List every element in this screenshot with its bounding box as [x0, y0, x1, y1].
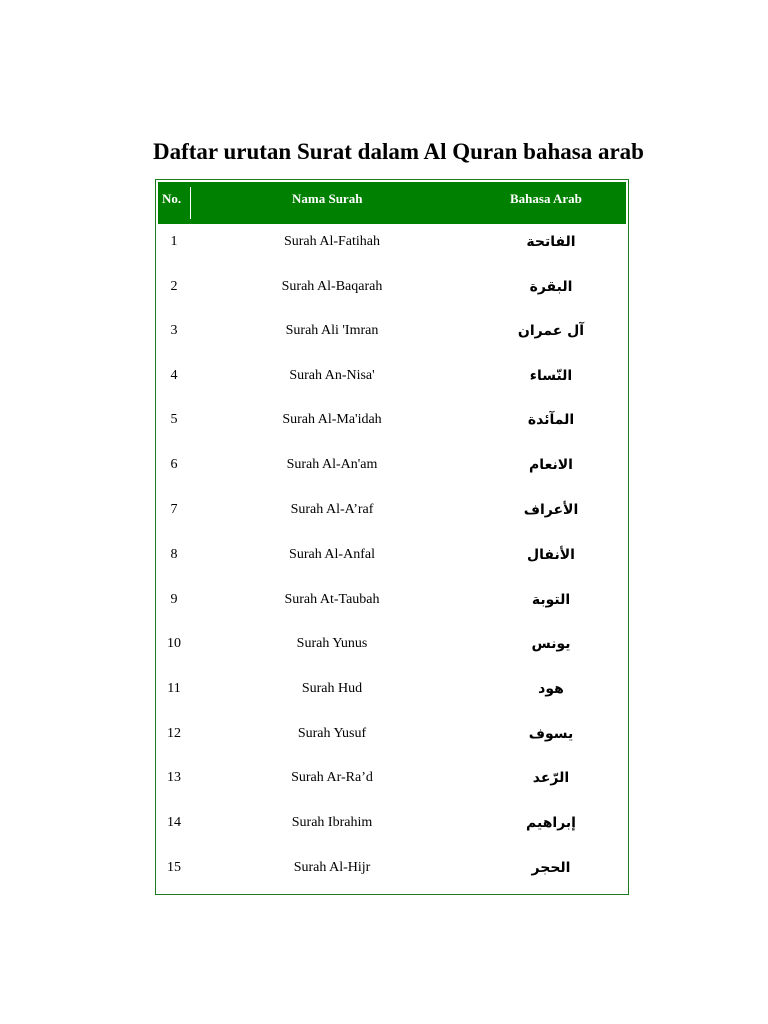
row-nama-surah: Surah Al-Ma'idah [282, 412, 382, 427]
table-row [156, 495, 630, 539]
table-header [158, 182, 626, 224]
row-nama-surah: Surah Ali 'Imran [285, 323, 379, 338]
table-row [156, 674, 630, 718]
row-number: 11 [167, 681, 181, 696]
row-bahasa-arab: التوبة [531, 592, 571, 608]
row-nama-surah: Surah Ar-Ra’d [291, 770, 373, 785]
row-bahasa-arab: الأعراف [523, 502, 579, 518]
row-nama-surah: Surah Al-Anfal [289, 547, 375, 562]
row-bahasa-arab: هود [538, 681, 564, 697]
row-number: 8 [170, 547, 178, 562]
surah-table [155, 179, 629, 895]
table-row [156, 585, 630, 629]
row-nama-surah: Surah At-Taubah [284, 592, 380, 607]
header-divider [190, 187, 191, 219]
row-number: 3 [170, 323, 178, 338]
table-row [156, 272, 630, 316]
table-row [156, 853, 630, 897]
row-nama-surah: Surah Al-Hijr [293, 860, 371, 875]
header-bahasa-arab: Bahasa Arab [510, 191, 582, 206]
header-nama-surah: Nama Surah [292, 191, 363, 206]
row-number: 9 [170, 592, 178, 607]
page-title: Daftar urutan Surat dalam Al Quran bahasa arab [153, 139, 644, 164]
row-number: 5 [170, 412, 178, 427]
table-row [156, 316, 630, 360]
row-bahasa-arab: إبراهيم [526, 815, 576, 831]
row-bahasa-arab: المآئدة [527, 412, 575, 428]
row-bahasa-arab: النّساء [529, 368, 573, 384]
row-number: 15 [167, 860, 181, 875]
row-number: 6 [170, 457, 178, 472]
row-bahasa-arab: الانعام [529, 457, 573, 473]
row-bahasa-arab: الرّعد [532, 770, 570, 786]
row-nama-surah: Surah Yunus [296, 636, 368, 651]
table-row [156, 540, 630, 584]
header-no: No. [162, 191, 182, 206]
table-row [156, 227, 630, 271]
row-number: 12 [167, 726, 181, 741]
row-bahasa-arab: يونس [531, 636, 571, 652]
row-bahasa-arab: الفاتحة [526, 234, 576, 250]
row-nama-surah: Surah Ibrahim [291, 815, 373, 830]
row-number: 10 [167, 636, 181, 651]
table-row [156, 405, 630, 449]
table-row [156, 763, 630, 807]
row-number: 2 [170, 279, 178, 294]
row-number: 7 [170, 502, 178, 517]
row-number: 13 [167, 770, 181, 785]
row-nama-surah: Surah Yusuf [297, 726, 367, 741]
table-row [156, 629, 630, 673]
row-nama-surah: Surah An-Nisa' [289, 368, 375, 383]
row-number: 4 [170, 368, 178, 383]
row-bahasa-arab: يسوف [528, 726, 574, 742]
row-nama-surah: Surah Al-An'am [286, 457, 378, 472]
row-nama-surah: Surah Al-A’raf [290, 502, 374, 517]
row-bahasa-arab: الأنفال [527, 547, 575, 563]
table-row [156, 361, 630, 405]
table-row [156, 450, 630, 494]
row-nama-surah: Surah Hud [301, 681, 363, 696]
row-bahasa-arab: آل عمران [517, 323, 585, 339]
row-bahasa-arab: البقرة [529, 279, 573, 295]
row-nama-surah: Surah Al-Baqarah [281, 279, 383, 294]
row-number: 14 [167, 815, 181, 830]
table-row [156, 719, 630, 763]
table-row [156, 808, 630, 852]
row-number: 1 [170, 234, 178, 249]
row-nama-surah: Surah Al-Fatihah [283, 234, 381, 249]
row-bahasa-arab: الحجر [531, 860, 571, 876]
